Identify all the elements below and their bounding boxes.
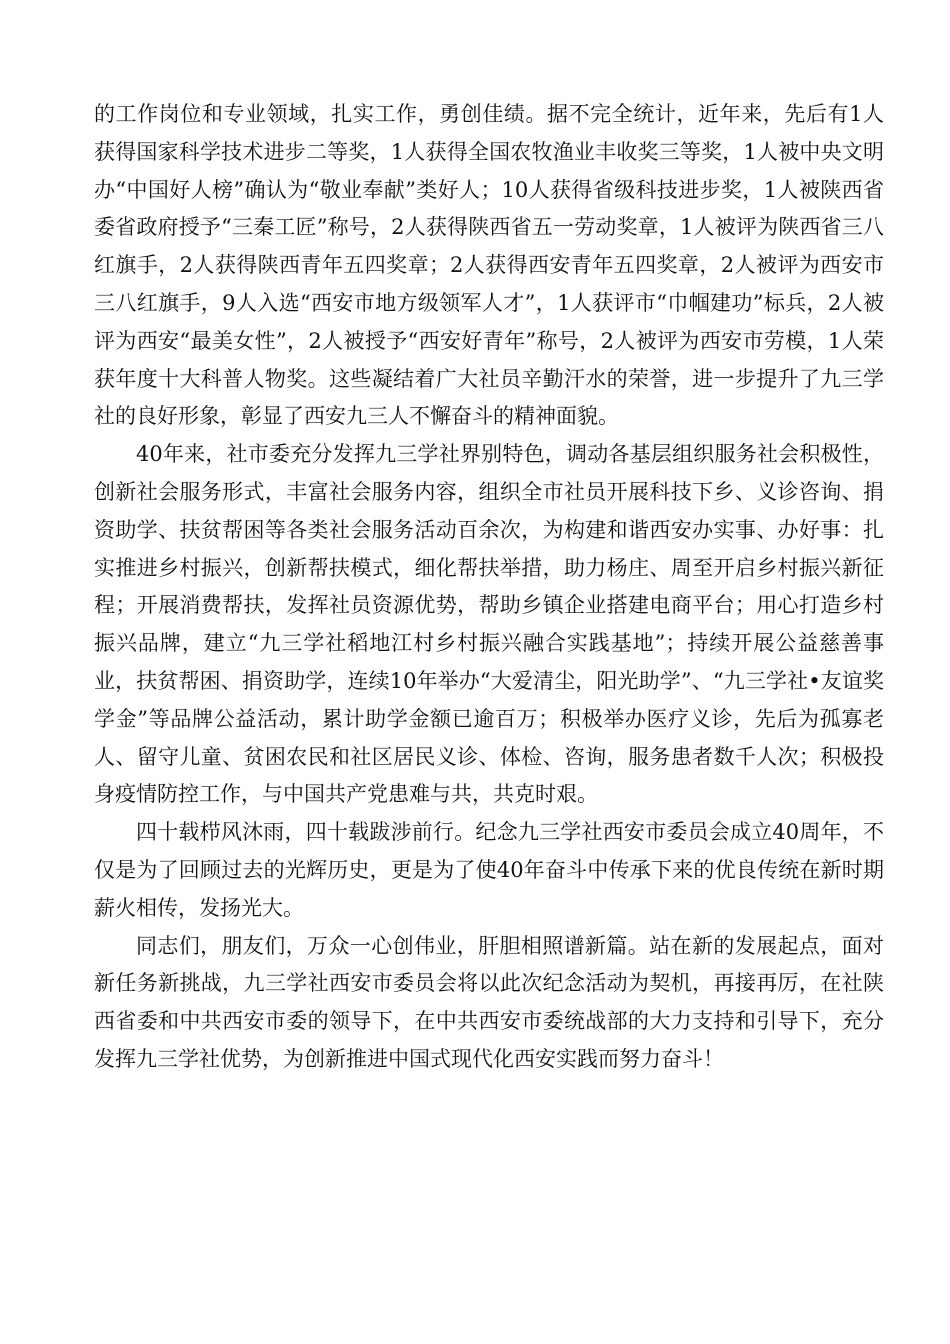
paragraph-40th-anniversary: 四十载栉风沐雨，四十载跋涉前行。纪念九三学社西安市委员会成立40周年，不仅是为了回顾过去的光辉历史，更是为了使40年奋斗中传承下来的优良传统在新时期薪火相传，发扬光大。 xyxy=(94,820,884,920)
paragraph-closing: 同志们，朋友们，万众一心创伟业，肝胆相照谱新篇。站在新的发展起点，面对新任务新挑战，九三学社西安市委员会将以此次纪念活动为契机，再接再厉，在社陕西省委和中共西安市委的领导下，在中共西安市委统战部的大力支持和引导下，充分发挥九三学社优势，为创新推进中国式现代化西安实践而努力奋斗！ xyxy=(94,933,884,1071)
document-body xyxy=(94,96,884,1079)
paragraph-continuation: 的工作岗位和专业领域，扎实工作，勇创佳绩。据不完全统计，近年来，先后有1人获得国家科学技术进步二等奖，1人获得全国农牧渔业丰收奖三等奖，1人被中央文明办“中国好人榜”确认为“敬业奉献”类好人；10人获得省级科技进步奖，1人被陕西省委省政府授予“三秦工匠”称号，2人获得陕西省五一劳动奖章，1人被评为陕西省三八红旗手，2人获得陕西青年五四奖章；2人获得西安青年五四奖章，2人被评为西安市三八红旗手，9人入选“西安市地方级领军人才”，1人获评市“巾帼建功”标兵，2人被评为西安“最美女性”，2人被授予“西安好青年”称号，2人被评为西安市劳模，1人荣获年度十大科普人物奖。这些凝结着广大社员辛勤汗水的荣誉，进一步提升了九三学社的良好形象，彰显了西安九三人不懈奋斗的精神面貌。 xyxy=(94,102,884,429)
paragraph-social-service: 40年来，社市委充分发挥九三学社界别特色，调动各基层组织服务社会积极性，创新社会服务形式，丰富社会服务内容，组织全市社员开展科技下乡、义诊咨询、捐资助学、扶贫帮困等各类社会服务活动百余次，为构建和谐西安办实事、办好事：扎实推进乡村振兴，创新帮扶模式，细化帮扶举措，助力杨庄、周至开启乡村振兴新征程；开展消费帮扶，发挥社员资源优势，帮助乡镇企业搭建电商平台；用心打造乡村振兴品牌，建立“九三学社稻地江村乡村振兴融合实践基地”；持续开展公益慈善事业，扶贫帮困、捐资助学，连续10年举办“大爱清尘，阳光助学”、“九三学社•友谊奖学金”等品牌公益活动，累计助学金额已逾百万；积极举办医疗义诊，先后为孤寡老人、留守儿童、贫困农民和社区居民义诊、体检、咨询，服务患者数千人次；积极投身疫情防控工作，与中国共产党患难与共，共克时艰。 xyxy=(94,442,884,807)
